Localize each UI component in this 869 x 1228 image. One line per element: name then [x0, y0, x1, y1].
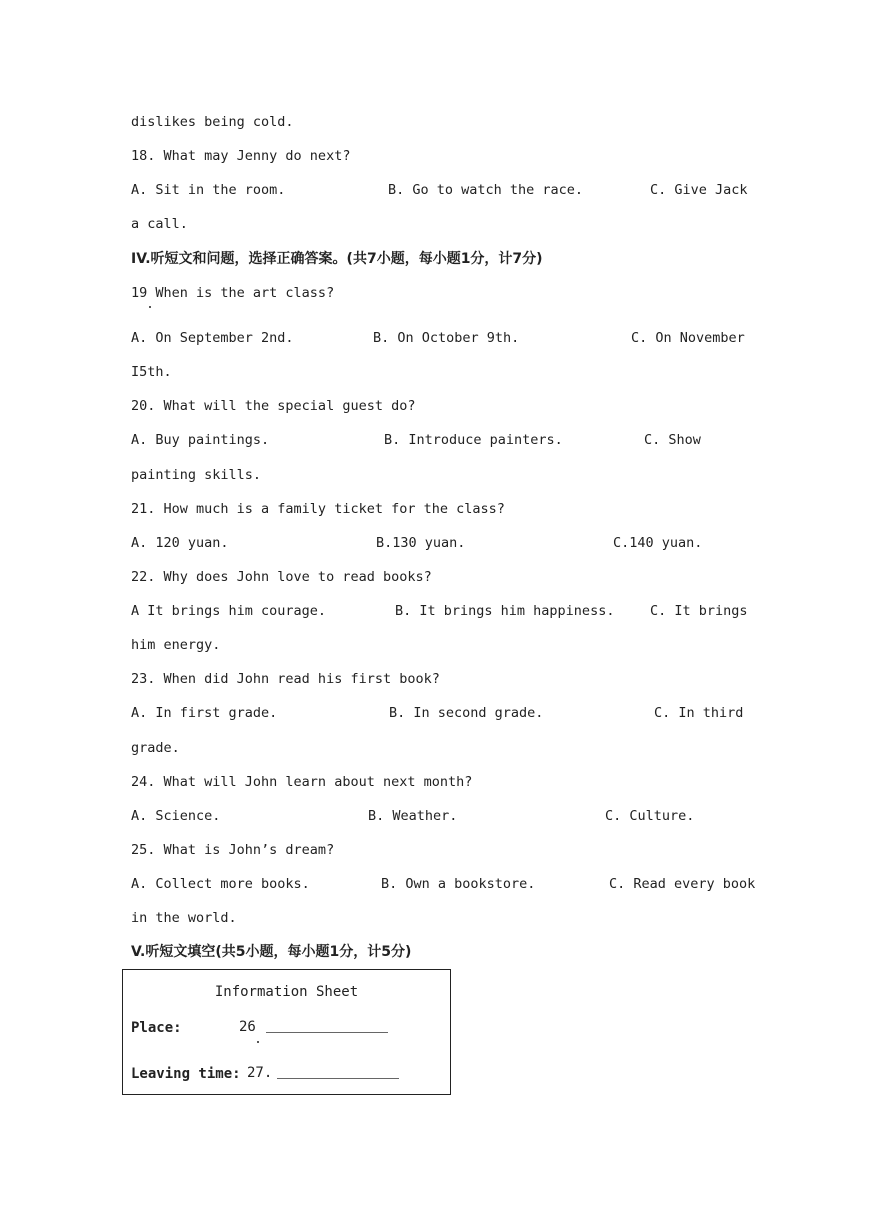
information-sheet	[122, 969, 451, 1095]
q19-option-b: B. On October 9th.	[373, 330, 520, 346]
q22-option-a: A It brings him courage.	[131, 603, 327, 619]
q20-option-a: A. Buy paintings.	[131, 432, 270, 448]
q19-option-c-continued: I5th.	[131, 364, 172, 380]
question-19: 19 When is the art class?	[131, 285, 335, 301]
blank-27-input[interactable]	[277, 1064, 399, 1079]
q22-option-c: C. It brings	[650, 603, 748, 619]
q19-option-c: C. On November	[631, 330, 745, 346]
q19-option-a: A. On September 2nd.	[131, 330, 294, 346]
q18-option-b: B. Go to watch the race.	[388, 182, 584, 198]
q22-option-b: B. It brings him happiness.	[395, 603, 615, 619]
q25-option-c-continued: in the world.	[131, 910, 237, 926]
question-20: 20. What will the special guest do?	[131, 398, 416, 414]
q24-option-a: A. Science.	[131, 808, 221, 824]
q24-option-c: C. Culture.	[605, 808, 695, 824]
q25-option-c: C. Read every book	[609, 876, 756, 892]
stray-dot	[257, 1041, 259, 1043]
q20-option-c: C. Show	[644, 432, 701, 448]
question-24: 24. What will John learn about next month?	[131, 774, 473, 790]
q21-option-c: C.140 yuan.	[613, 535, 703, 551]
information-sheet-title: Information Sheet	[214, 984, 359, 1000]
q23-option-b: B. In second grade.	[389, 705, 544, 721]
blank-26-number: 26	[239, 1019, 256, 1035]
q21-option-b: B.130 yuan.	[376, 535, 466, 551]
blank-27-number: 27.	[247, 1065, 273, 1081]
q20-option-c-continued: painting skills.	[131, 467, 262, 483]
q25-option-b: B. Own a bookstore.	[381, 876, 536, 892]
question-22: 22. Why does John love to read books?	[131, 569, 432, 585]
leaving-time-label: Leaving time:	[131, 1066, 241, 1082]
text-line: dislikes being cold.	[131, 114, 294, 130]
q18-option-c-continued: a call.	[131, 216, 188, 232]
q20-option-b: B. Introduce painters.	[384, 432, 563, 448]
q23-option-a: A. In first grade.	[131, 705, 278, 721]
q25-option-a: A. Collect more books.	[131, 876, 310, 892]
stray-dot	[149, 306, 151, 308]
question-23: 23. When did John read his first book?	[131, 671, 440, 687]
place-label: Place:	[131, 1020, 182, 1036]
question-25: 25. What is John’s dream?	[131, 842, 335, 858]
question-21: 21. How much is a family ticket for the class?	[131, 501, 505, 517]
q18-option-c: C. Give Jack	[650, 182, 748, 198]
section-iv-heading: IV.听短文和问题，选择正确答案。(共7小题，每小题1分，计7分)	[131, 251, 543, 267]
q21-option-a: A. 120 yuan.	[131, 535, 229, 551]
blank-26-input[interactable]	[266, 1018, 388, 1033]
section-v-heading: V.听短文填空(共5小题，每小题1分，计5分)	[131, 944, 412, 960]
question-18: 18. What may Jenny do next?	[131, 148, 351, 164]
q22-option-c-continued: him energy.	[131, 637, 221, 653]
q18-option-a: A. Sit in the room.	[131, 182, 286, 198]
q23-option-c-continued: grade.	[131, 740, 180, 756]
q24-option-b: B. Weather.	[368, 808, 458, 824]
q23-option-c: C. In third	[654, 705, 744, 721]
